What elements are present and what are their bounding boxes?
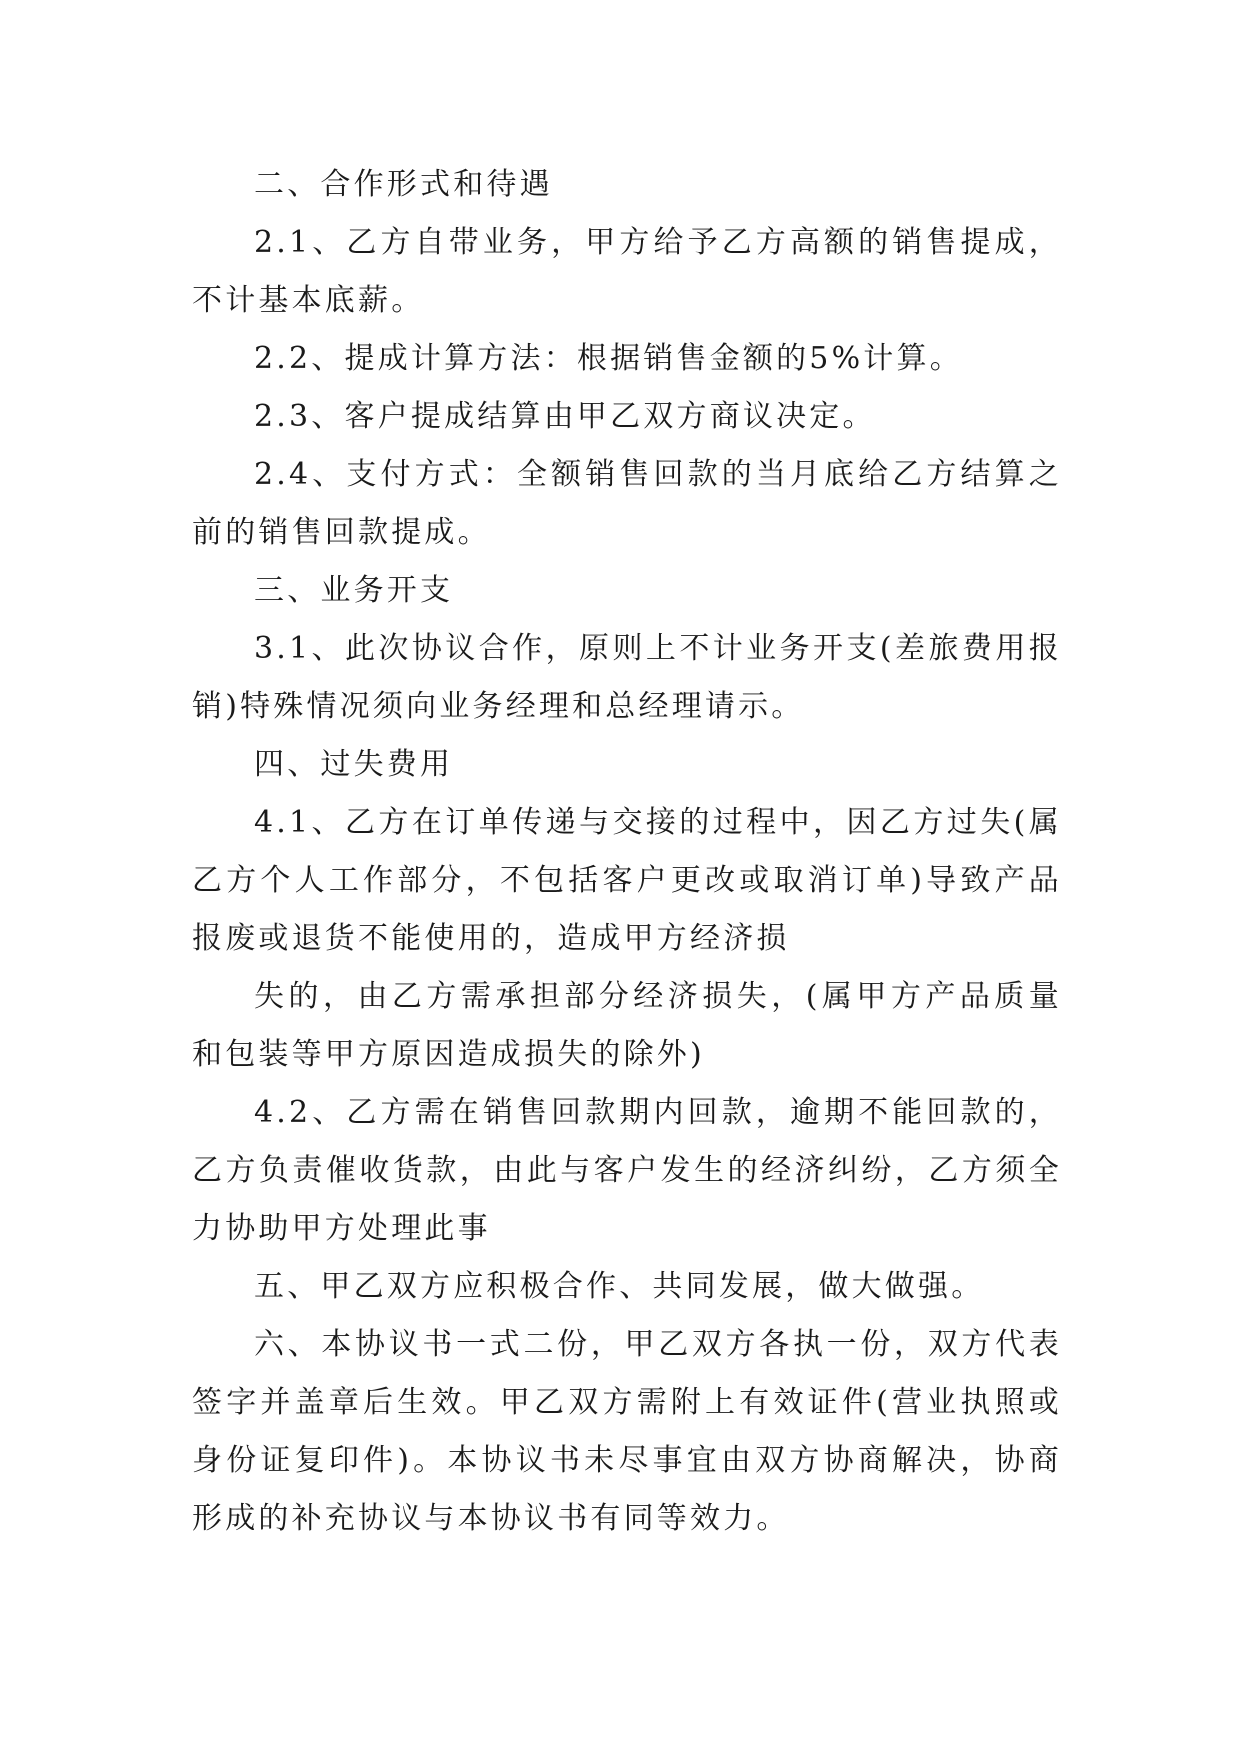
clause-4-1: 4.1、乙方在订单传递与交接的过程中，因乙方过失(属乙方个人工作部分，不包括客户更改或取消订单)导致产品报废或退货不能使用的，造成甲方经济损: [192, 805, 1062, 956]
clause-3-1: 3.1、此次协议合作，原则上不计业务开支(差旅费用报销)特殊情况须向业务经理和总经理请示。: [192, 631, 1062, 724]
clause-2-4: 2.4、支付方式：全额销售回款的当月底给乙方结算之前的销售回款提成。: [192, 457, 1062, 550]
section-six: 六、本协议书一式二份，甲乙双方各执一份，双方代表签字并盖章后生效。甲乙双方需附上有效证件(营业执照或身份证复印件)。本协议书未尽事宜由双方协商解决，协商形成的补充协议与本协议书有同等效力。: [192, 1327, 1062, 1536]
clause-2-3: 2.3、客户提成结算由甲乙双方商议决定。: [254, 399, 876, 434]
clause-2-1: 2.1、乙方自带业务，甲方给予乙方高额的销售提成，不计基本底薪。: [192, 225, 1062, 318]
section-heading-expenses: 三、业务开支: [254, 573, 454, 608]
document-body: [192, 156, 1062, 1548]
clause-2-2: 2.2、提成计算方法：根据销售金额的5%计算。: [254, 341, 963, 376]
clause-4-1-continued: 失的，由乙方需承担部分经济损失，(属甲方产品质量和包装等甲方原因造成损失的除外): [192, 979, 1062, 1072]
section-heading-fault-costs: 四、过失费用: [254, 747, 454, 782]
clause-4-2: 4.2、乙方需在销售回款期内回款，逾期不能回款的，乙方负责催收货款，由此与客户发生的经济纠纷，乙方须全力协助甲方处理此事: [192, 1095, 1062, 1246]
section-five: 五、甲乙双方应积极合作、共同发展，做大做强。: [254, 1269, 985, 1304]
section-heading-cooperation: 二、合作形式和待遇: [254, 167, 553, 202]
